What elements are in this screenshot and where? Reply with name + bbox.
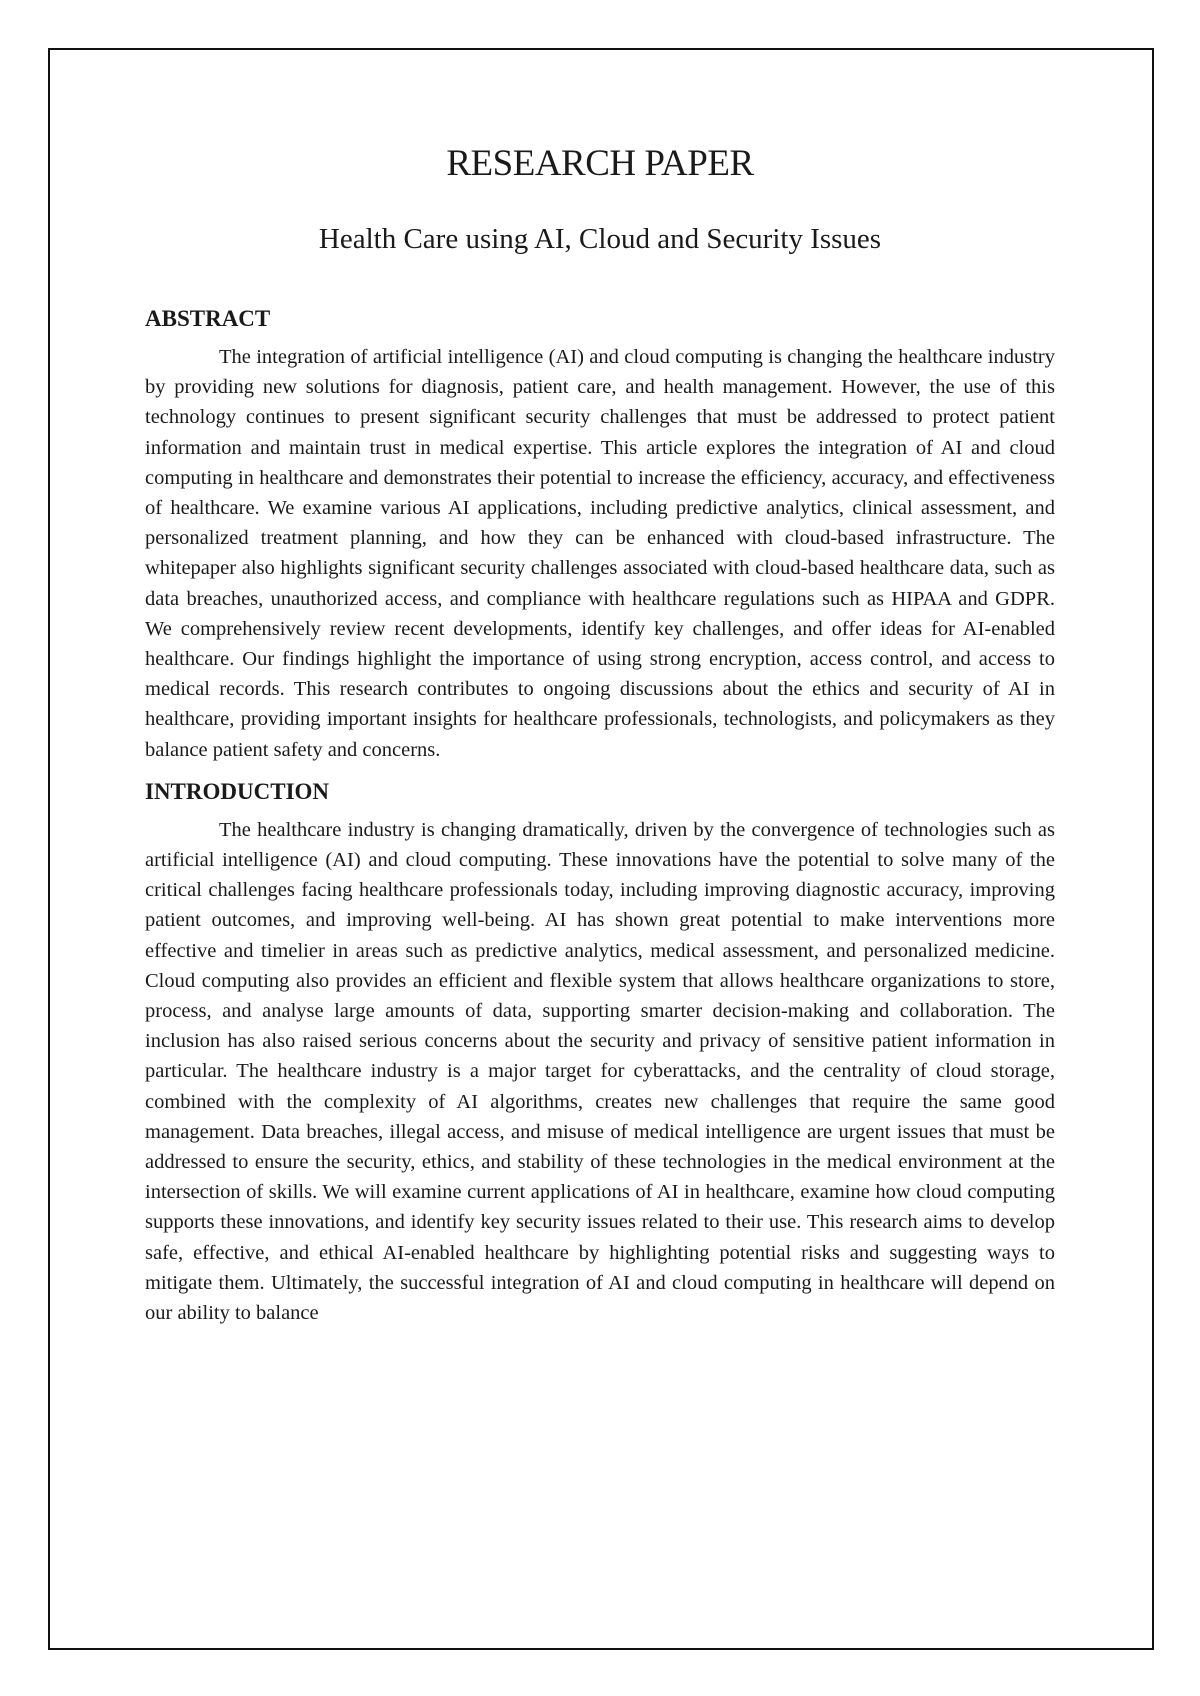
paper-label: RESEARCH PAPER — [446, 143, 754, 184]
paper-title: Health Care using AI, Cloud and Security Issues — [318, 223, 882, 255]
introduction-heading: INTRODUCTION — [145, 778, 330, 804]
abstract-text: The integration of artificial intelligence (AI) and cloud computing is changing the healthcare industry by providing new solutions for diagnosis, patient care, and health management. However, the use of this technology continues to present significant security challenges that must be addressed to protect patient information and maintain trust in medical expertise. This article explores the integration of AI and cloud computing in healthcare and demonstrates their potential to increase the efficiency, accuracy, and effectiveness of healthcare. We examine various AI applications, including predictive analytics, clinical assessment, and personalized treatment planning, and how they can be enhanced with cloud-based infrastructure. The whitepaper also highlights significant security challenges associated with cloud-based healthcare data, such as data breaches, unauthorized access, and compliance with healthcare regulations such as HIPAA and GDPR. We comprehensively review recent developments, identify key challenges, and offer ideas for AI-enabled healthcare. Our findings highlight the importance of using strong encryption, access control, and access to medical records. This research contributes to ongoing discussions about the ethics and security of AI in healthcare, providing important insights for healthcare professionals, technologists, and policymakers as they balance patient safety and concerns. — [145, 346, 1055, 761]
abstract-heading: ABSTRACT — [145, 306, 271, 331]
paper-content — [145, 142, 1055, 1328]
introduction-text: The healthcare industry is changing dramatically, driven by the convergence of technologies such as artificial intelligence (AI) and cloud computing. These innovations have the potential to solve many of the critical challenges facing healthcare professionals today, including improving diagnostic accuracy, improving patient outcomes, and improving well-being. AI has shown great potential to make interventions more effective and timelier in areas such as predictive analytics, medical assessment, and personalized medicine. Cloud computing also provides an efficient and flexible system that allows healthcare organizations to store, process, and analyse large amounts of data, supporting smarter decision-making and collaboration. The inclusion has also raised serious concerns about the security and privacy of sensitive patient information in particular. The healthcare industry is a major target for cyberattacks, and the centrality of cloud storage, combined with the complexity of AI algorithms, creates new challenges that require the same good management. Data breaches, illegal access, and misuse of medical intelligence are urgent issues that must be addressed to ensure the security, ethics, and stability of these technologies in the medical environment at the intersection of skills. We will examine current applications of AI in healthcare, examine how cloud computing supports these innovations, and identify key security issues related to their use. This research aims to develop safe, effective, and ethical AI-enabled healthcare by highlighting potential risks and suggesting ways to mitigate them. Ultimately, the successful integration of AI and cloud computing in healthcare will depend on our ability to balance — [145, 818, 1055, 1325]
